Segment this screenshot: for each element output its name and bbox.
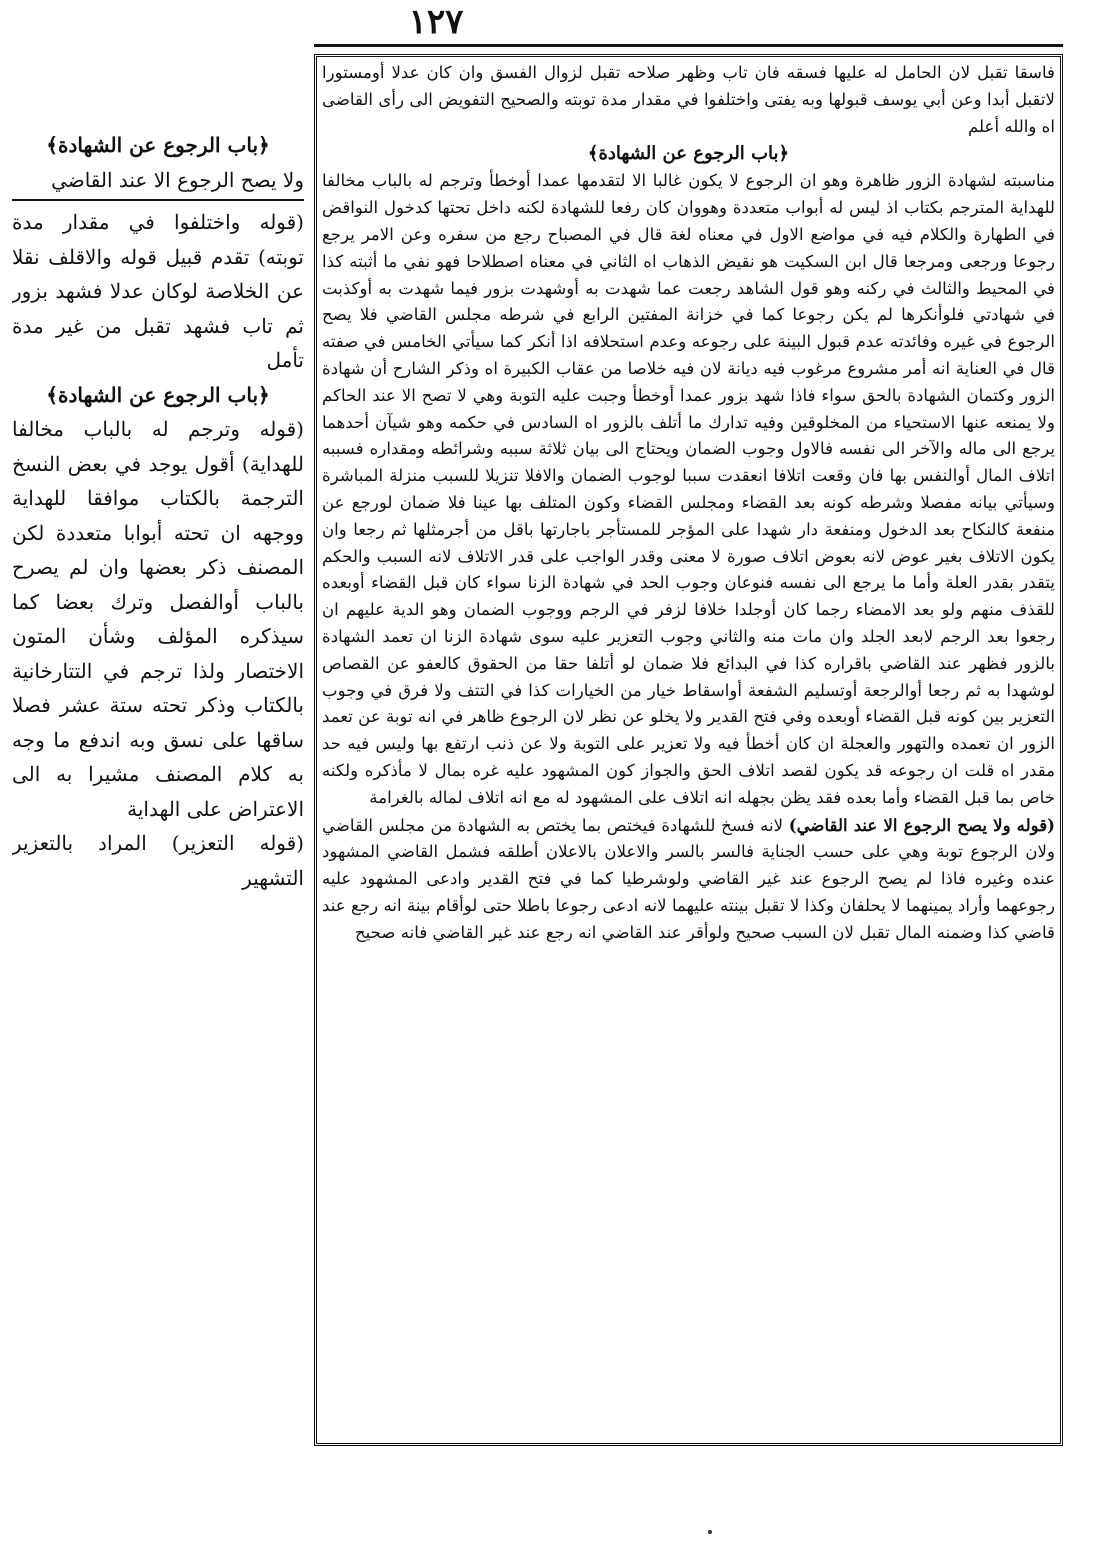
margin-line-1: ولا يصح الرجوع الا عند القاضي: [51, 167, 304, 192]
margin-note-1: (قوله واختلفوا في مقدار مدة توبته) تقدم قبيل قوله والاقلف نقلا عن الخلاصة لوكان عدلا فشهد بزور ثم تاب فشهد تقبل من غير مدة تأمل: [12, 210, 304, 372]
margin-note-2: (قوله وترجم له بالباب مخالفا للهداية) أقول يوجد في بعض النسخ الترجمة بالكتاب موافقا للهداية ووجهه ان تحته أبوابا متعددة لكن المصنف ذكر بعضها وان لم يصرح بالباب أوالفصل وترك بعضا كما سيذكره المؤلف وشأن المتون الاختصار ولذا ترجم في التتارخانية بالكتاب وذكر تحته ستة عشر فصلا ساقها على نسق وبه اندفع ما وجه به كلام المصنف مشيرا به الى الاعتراض على الهداية: [12, 417, 304, 821]
main-intro-paragraph: فاسقا تقبل لان الحامل له عليها فسقه فان تاب وظهر صلاحه تقبل لزوال الفسق وان كان عدلا أومستورا لاتقبل أبدا وعن أبي يوسف قبولها وبه يفتى واختلفوا في مقدار مدة توبته والصحيح التفويض الى رأى القاضى اه والله أعلم: [322, 63, 1055, 136]
main-body-paragraph: مناسبته لشهادة الزور ظاهرة وهو ان الرجوع لا يكون غالبا الا لتقدمها عمدا أوخطأ وترجم له بالباب مخالفا للهداية المترجم بكتاب اذ ليس له أبواب متعددة وهووان كان رفعا للشهادة لكنه داخل تحتها كدخول النواقض في الطهارة والكلام فيه في مواضع الاول في معناه لغة قال في المصباح رجع من سفره وعن الامر يرجع رجوعا ورجعى ومرجعا قال ابن السكيت هو نقيض الذهاب اه الثاني في معناه اصطلاحا فهو نفي ما أثبته كذا في المحيط والثالث في ركنه وهو قول الشاهد رجعت عما شهدت به أوشهدت بزور فيما شهدت به أوكذبت في شهادتي فلوأنكرها لم يكن رجوعا كما في خزانة المفتين الرابع في شرطه مجلس القاضي فلا يصح الرجوع في غيره وفائدته عدم قبول البينة على رجوعه وعدم استحلافه اذا أنكر كما سيأتي الخامس في صفته قال في العناية انه أمر مشروع مرغوب فيه ديانة لان فيه خلاصا من عقاب الكبيرة اه وذكر الشارح أن شهادة الزور وكتمان الشهادة بالحق سواء فاذا شهد بزور عمدا أوخطأ وجبت عليه التوبة وهي لا تصح الا عند الحاكم ولا يمنعه عنها الاستحياء من المخلوقين وفيه تدارك ما أتلف بالزور اه السادس في حكمه وهو شيآن أحدهما يرجع الى ماله والآخر الى نفسه فالاول وجوب الضمان ويحتاج الى بيان ثلاثة سببه وشرائطه ومقداره فسببه اتلاف المال أوالنفس بها فان وقعت اتلافا انعقدت سببا لوجوب الضمان والافلا تنزيلا للسبب منزلة المباشرة وسيأتي بيانه مفصلا وشرطه كونه بعد القضاء ومجلس القضاء وكون المتلف بها عينا فلا ضمان لورجع عن منفعة كالنكاح بعد الدخول ومنفعة دار شهدا على المؤجر للمستأجر باجارتها باقل من أجرمثلها ثم رجعا وان يكون الاتلاف بغير عوض لانه بعوض اتلاف صورة لا معنى وقدر الواجب على قدر الاتلاف لانه السبب والحكم يتقدر بقدر العلة وأما ما يرجع الى نفسه فنوعان وجوب الحد في شهادة الزنا سواء كان قبل القضاء أوبعده للقذف منهم ولو بعد الامضاء رجما كان أوجلدا خلافا لزفر في الرجم ووجوب الضمان وهو الدية عليهم ان رجعوا بعد الرجم لابعد الجلد وان مات منه والثاني وجوب التعزير عليه سوى شهادة الزنا ان تعمد الشهادة بالزور فظهر عند القاضي باقراره كذا في البدائع فلا ضمان لو أتلفا حقا من الحقوق كالعفو عن القصاص لوشهدا به ثم رجعا أوالرجعة أوتسليم الشفعة أواسقاط خيار من الخيارات كذا في التتف ولا فرق في وجوب التعزير بين كونه قبل القضاء أوبعده وفي فتح القدير ولا يخلو عن نظر لان الرجوع ظاهر في انه توبة عن تعمد الزور ان تعمده والتهور والعجلة ان كان أخطأ فيه ولا تعزير على التوبة ولا عن ذنب ارتفع بها وليس فيه حد مقدر اه قلت ان رجوعه قد يكون لقصد اتلاف الحق والجواز كون المشهود عليه غره بمال لا مأذكره ولكنه خاص بما قبل القضاء وأما بعده فقد يظن بجهله انه اتلاف على المشهود له مع انه اتلاف لماله بالغرامة: [322, 171, 1055, 807]
main-chapter-heading: ﴿باب الرجوع عن الشهادة﴾: [587, 143, 790, 165]
page-number: ١٢٧: [408, 2, 464, 42]
margin-heading-1: ﴿باب الرجوع عن الشهادة﴾: [46, 133, 270, 157]
top-rule: [314, 44, 1063, 47]
margin-heading-2: ﴿باب الرجوع عن الشهادة﴾: [46, 382, 270, 407]
margin-divider: [12, 199, 304, 201]
margin-note-3: (قوله التعزير) المراد بالتعزير التشهير: [12, 831, 304, 890]
margin-commentary-column: [12, 128, 304, 1428]
page-speck: [708, 1530, 712, 1534]
main-quote-label: (قوله ولا يصح الرجوع الا عند القاضي): [788, 814, 1055, 835]
main-quote-paragraph: [322, 812, 1055, 947]
main-text-column: [322, 60, 1055, 1440]
main-quote-body: لانه فسخ للشهادة فيختص بما يختص به الشهادة من مجلس القاضي ولان الرجوع توبة وهي على حسب الجناية فالسر بالسر والاعلان بالاعلان أطلقه فشمل القاضي المشهود عنده وغيره فاذا لم يصح الرجوع عند غير القاضي ولوشرطيا كما في فتح القدير وادعى المشهود عليه رجوعهما وأراد يمينهما لا يحلفان وكذا لا تقبل بينته عليهما لانه ادعى رجوعا باطلا حتى لوأقام بينة انه رجع عند قاضي كذا وضمنه المال تقبل لان السبب صحيح ولوأقر عند القاضي انه رجع عند غير القاضي فانه صحيح: [322, 815, 1055, 942]
